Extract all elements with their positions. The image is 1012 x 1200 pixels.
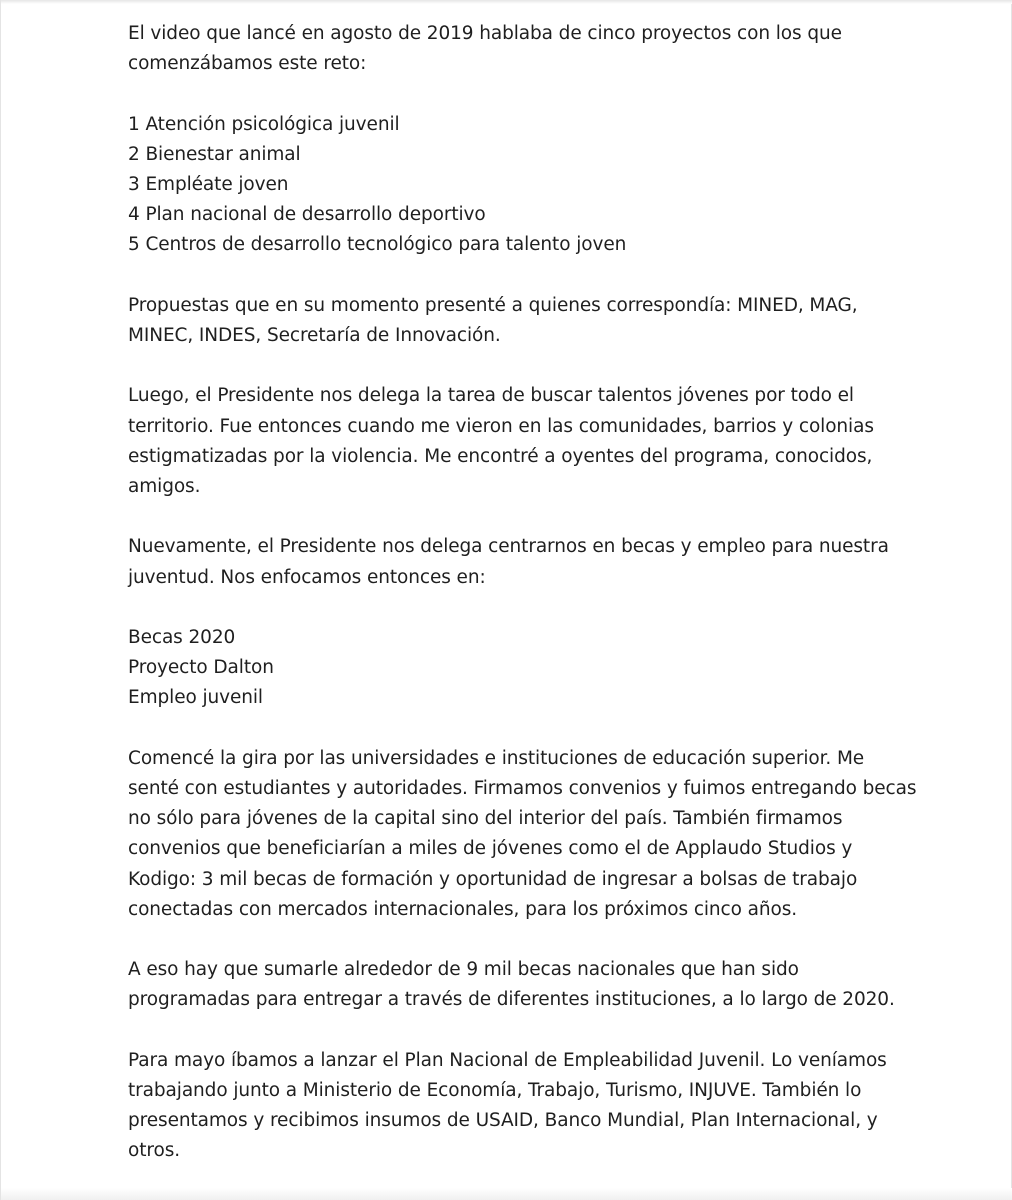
paragraph-gap: [128, 351, 951, 381]
text-line: Propuestas que en su momento presenté a quienes correspondía: MINED, MAG,: [128, 294, 858, 316]
paragraph-intro: [128, 19, 951, 79]
list-item: Proyecto Dalton: [128, 657, 274, 679]
text-line: programadas para entregar a través de diferentes instituciones, a lo largo de 2020.: [128, 989, 895, 1011]
list-item: Empleo juvenil: [128, 687, 263, 709]
page-top-edge: [1, 0, 1012, 4]
text-line: conectadas con mercados internacionales, para los próximos cinco años.: [128, 898, 798, 920]
text-line: MINEC, INDES, Secretaría de Innovación.: [128, 325, 501, 346]
text-line: A eso hay que sumarle alrededor de 9 mil becas nacionales que han sido: [128, 959, 799, 981]
focus-list: [128, 623, 951, 714]
paragraph-talents: [128, 381, 951, 502]
paragraph-tour: [128, 744, 951, 925]
list-item: 1 Atención psicológica juvenil: [128, 113, 400, 135]
list-item: Becas 2020: [128, 626, 236, 648]
text-line: senté con estudiantes y autoridades. Firmamos convenios y fuimos entregando becas: [128, 777, 917, 799]
text-line: amigos.: [128, 476, 201, 497]
paragraph-focus: [128, 532, 951, 592]
page-bottom-edge: [1, 1188, 1012, 1200]
text-line: trabajando junto a Ministerio de Economía, Trabajo, Turismo, INJUVE. También lo: [128, 1079, 862, 1101]
list-item: 5 Centros de desarrollo tecnológico para talento joven: [128, 234, 627, 256]
text-line: Para mayo íbamos a lanzar el Plan Nacional de Empleabilidad Juvenil. Lo veníamos: [128, 1049, 887, 1071]
text-line: no sólo para jóvenes de la capital sino del interior del país. También firmamos: [128, 808, 843, 830]
text-line: juventud. Nos enfocamos entonces en:: [128, 566, 486, 588]
paragraph-gap: [128, 593, 951, 623]
list-item: 3 Empléate joven: [128, 174, 289, 195]
paragraph-gap: [128, 714, 951, 744]
text-line: convenios que beneficiarían a miles de jóvenes como el de Applaudo Studios y: [128, 838, 853, 860]
text-line: Luego, el Presidente nos delega la tarea de buscar talentos jóvenes por todo el: [128, 385, 854, 407]
paragraph-plan: [128, 1046, 951, 1167]
text-line: Nuevamente, el Presidente nos delega centrarnos en becas y empleo para nuestra: [128, 536, 889, 558]
text-line: territorio. Fue entonces cuando me vieron en las comunidades, barrios y colonias: [128, 415, 874, 437]
paragraph-scholarships: [128, 955, 951, 1015]
paragraph-gap: [128, 1016, 951, 1046]
paragraph-gap: [128, 79, 951, 109]
text-line: presentamos y recibimos insumos de USAID, Banco Mundial, Plan Internacional, y: [128, 1110, 878, 1132]
text-line: Comencé la gira por las universidades e instituciones de educación superior. Me: [128, 747, 865, 769]
text-line: Kodigo: 3 mil becas de formación y oportunidad de ingresar a bolsas de trabajo: [128, 868, 858, 890]
project-list: [128, 110, 951, 261]
text-line: El video que lancé en agosto de 2019 hablaba de cinco proyectos con los que: [128, 23, 842, 44]
text-line: comenzábamos este reto:: [128, 53, 367, 75]
text-line: otros.: [128, 1140, 181, 1162]
paragraph-gap: [128, 925, 951, 955]
text-line: estigmatizadas por la violencia. Me encontré a oyentes del programa, conocidos,: [128, 445, 873, 467]
paragraph-proposals: [128, 291, 951, 351]
list-item: 4 Plan nacional de desarrollo deportivo: [128, 204, 486, 226]
list-item: 2 Bienestar animal: [128, 143, 301, 165]
paragraph-gap: [128, 261, 951, 291]
paragraph-gap: [128, 502, 951, 532]
